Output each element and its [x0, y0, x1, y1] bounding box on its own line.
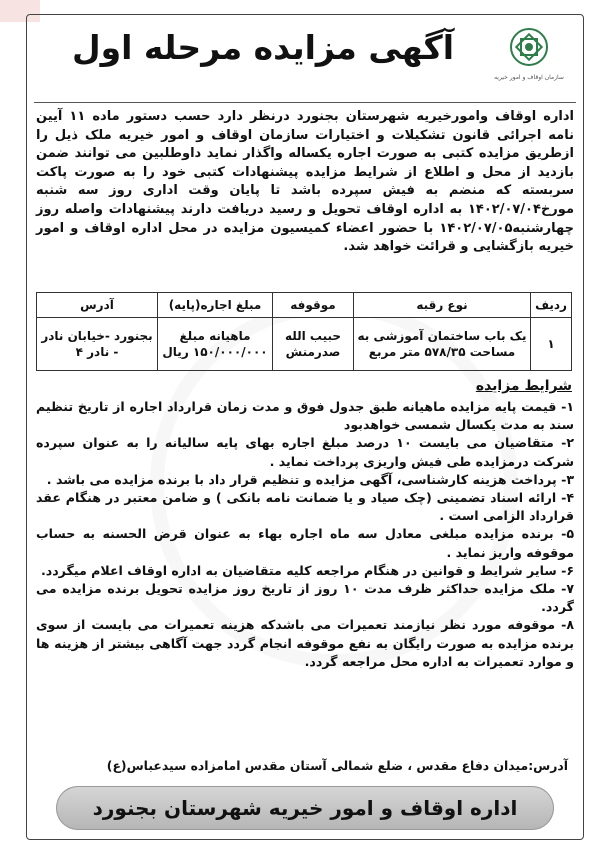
col-endowment: موقوفه — [273, 293, 354, 318]
condition-item: ۸- موقوفه مورد نظر نیازمند تعمیرات می باشدکه هزینه تعمیرات می بایست از سوی برنده مزایده به صورت رایگان به نفع موقوفه انجام گردد جهت آگاهی بیشتر از هزینه ها و موارد تعمیرات به اداره محل مراجعه گردد. — [36, 617, 574, 669]
cell-endowment: حبیب الله صدرمنش — [273, 318, 354, 371]
awqaf-logo — [486, 26, 572, 96]
notice-title: آگهی مزایده مرحله اول — [71, 28, 455, 67]
office-address: آدرس:میدان دفاع مقدس ، ضلع شمالی آستان مقدس امامزاده سیدعباس(ع) — [106, 758, 568, 773]
condition-item: ۶- سایر شرایط و قوانین در هنگام مراجعه کلیه متقاضیان به اداره اوقاف اعلام میگردد. — [40, 562, 574, 578]
condition-item: ۴- ارائه اسناد تضمینی (چک صیاد و یا ضمانت نامه بانکی ) و ضامن معتبر در هنگام عقد قرارداد الزامی است . — [36, 490, 574, 524]
conditions-title: شرایط مزایده — [475, 378, 572, 394]
auction-table — [36, 292, 572, 371]
condition-item: ۵- برنده مزایده مبلغی معادل سه ماه اجاره بهاء به عنوان قرض الحسنه به حساب موقوفه واریز نماید . — [36, 526, 574, 560]
col-address: آدرس — [37, 293, 158, 318]
condition-item: ۳- پرداخت هزینه کارشناسی، آگهی مزایده و تنظیم قرار داد با برنده مزایده می باشد . — [46, 471, 574, 487]
conditions-list — [36, 398, 574, 671]
col-rent: مبلغ اجاره(پایه) — [158, 293, 273, 318]
notice-header — [30, 22, 578, 100]
footer-banner: اداره اوقاف و امور خیریه شهرستان بجنورد — [56, 786, 554, 830]
cell-row: ۱ — [531, 318, 572, 371]
cell-rent: ماهیانه مبلغ ۱۵۰/۰۰۰/۰۰۰ ریال — [158, 318, 273, 371]
intro-paragraph — [36, 108, 574, 257]
condition-item: ۷- ملک مزایده حداکثر ظرف مدت ۱۰ روز از تاریخ روز مزایده تحویل برنده مزایده می گردد. — [36, 581, 574, 615]
condition-item: ۲- متقاضیان می بایست ۱۰ درصد مبلغ اجاره بهای پایه سالیانه را به عنوان سپرده شرکت درمزایده طی فیش واریزی پرداخت نماید . — [36, 435, 574, 469]
awqaf-emblem-icon — [508, 26, 550, 68]
header-divider — [34, 102, 576, 103]
intro-org-name: اداره اوقاف وامورخیریه شهرستان بجنورد — [296, 109, 575, 124]
col-type: نوع رقبه — [354, 293, 531, 318]
table-header-row — [37, 293, 572, 318]
logo-caption: سازمان اوقاف و امور خیریه — [494, 74, 564, 81]
col-row: ردیف — [531, 293, 572, 318]
table-row — [37, 318, 572, 371]
cell-address: بجنورد -خیابان نادر - نادر ۴ — [37, 318, 158, 371]
cell-type: یک باب ساختمان آموزشی به مساحت ۵۷۸/۳۵ متر مربع — [354, 318, 531, 371]
condition-item: ۱- قیمت پایه مزایده ماهیانه طبق جدول فوق و مدت زمان قرارداد اجاره از تاریخ تنظیم سند به مدت یکسال شمسی خواهدبود — [36, 399, 574, 433]
intro-text: درنظر دارد حسب دستور ماده ۱۱ آیین نامه اجرائی قانون تشکیلات و اختیارات سازمان اوقاف و امور خیریه ملک ذیل را ازطریق مزایده کتبی به صورت اجاره یکساله واگذار نماید داوطلبین می توانند ضمن بازدید از محل و اطلاع از شرایط مزایده پیشنهادات کتبی خود را به صورت پاکت سربسته که منضم به فیش سپرده باشد تا پایان وقت اداری روز سه شنبه مورخ۱۴۰۲/۰۷/۰۴ به اداره اوقاف تحویل و رسید دریافت دارند پیشنهادات واصله روز چهارشنبه۱۴۰۲/۰۷/۰۵ با حضور اعضاء کمیسیون مزایده در محل اداره اوقاف و امور خیریه بازگشایی و قرائت خواهد شد. — [36, 109, 574, 255]
